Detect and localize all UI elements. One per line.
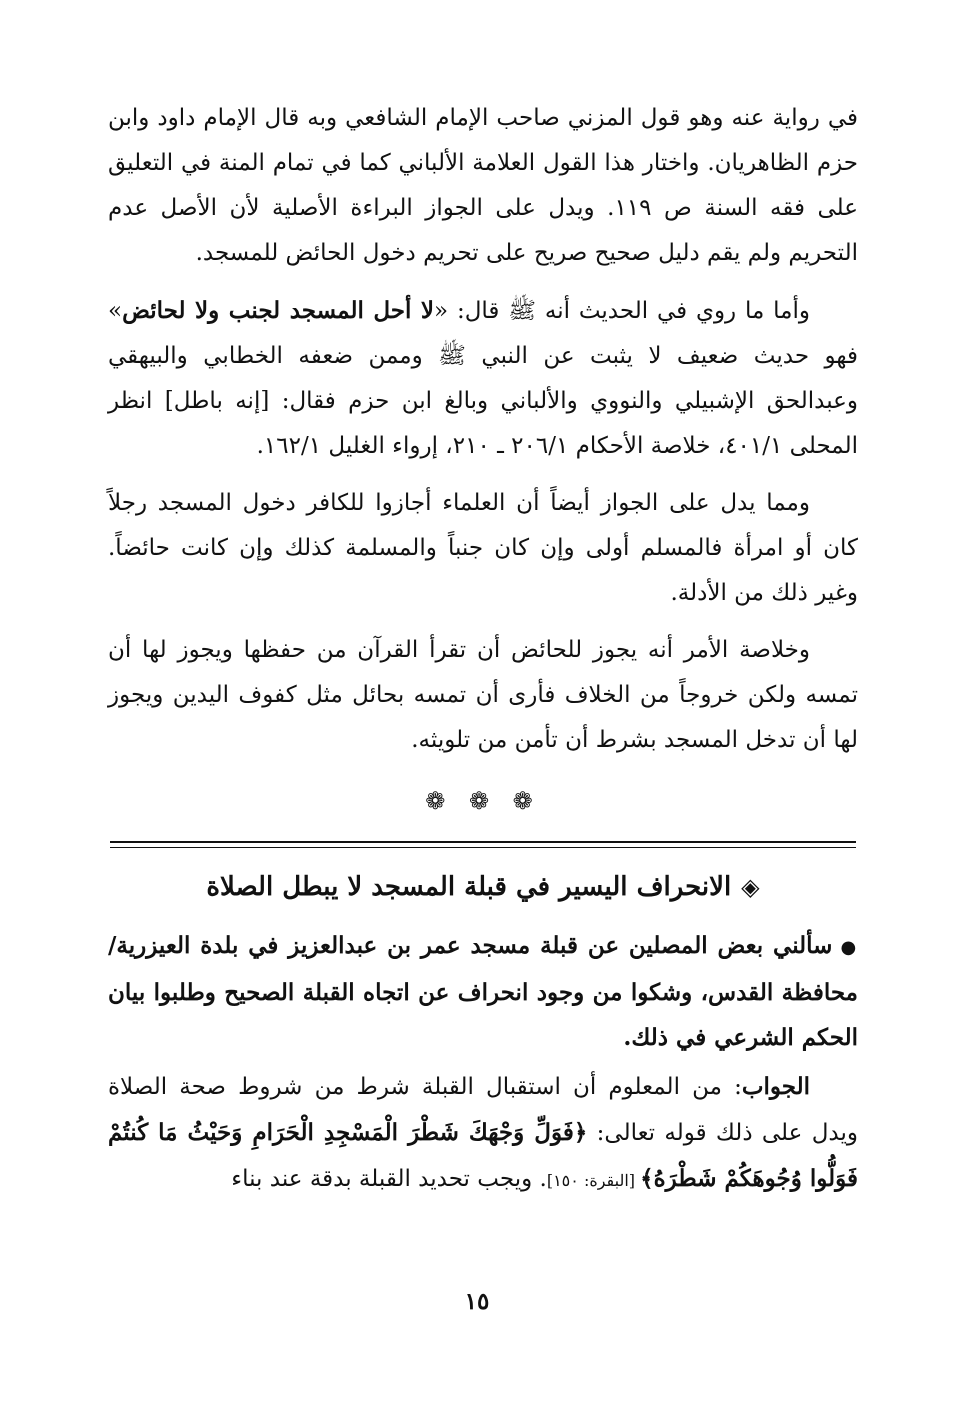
paragraph-2-intro: وأما ما روي في الحديث أنه ﷺ قال: « (434, 298, 810, 324)
page-body (108, 96, 858, 1203)
hadith-quote: لا أحل المسجد لجنب ولا لحائض (122, 297, 435, 324)
rule-line-bottom (110, 847, 856, 848)
verse-reference: [البقرة: ١٥٠] (546, 1171, 641, 1190)
answer-paragraph (108, 1064, 858, 1203)
rule-line-top (110, 841, 856, 843)
answer-label: الجواب (741, 1073, 810, 1100)
double-rule-divider (110, 841, 856, 851)
question-paragraph (108, 923, 858, 1060)
diamond-icon: ◈ (741, 872, 760, 901)
section-heading-text: الانحراف اليسير في قبلة المسجد لا يبطل الصلاة (206, 872, 732, 902)
quran-verse: ﴿فَوَلِّ وَجْهَكَ شَطْرَ الْمَسْجِدِ الْحَرَامِ وَحَيْثُ مَا كُنتُمْ فَوَلُّوا وُجُوهَكُمْ شَطْرَهُ﴾ (108, 1119, 858, 1192)
page-number: ١٥ (464, 1288, 490, 1315)
paragraph-2-rest: » فهو حديث ضعيف لا يثبت عن النبي ﷺ وممن ضعفه الخطابي والبيهقي وعبدالحق الإشبيلي والنووي والألباني وبالغ ابن حزم فقال: [إنه باطل] انظر المحلى ٤٠١/١، خلاصة الأحكام ٢٠٦/١ ـ ٢١٠، إرواء الغليل ١٦٢/١. (108, 298, 858, 459)
question-text: سألني بعض المصلين عن قبلة مسجد عمر بن عبدالعزيز في بلدة العيزرية/ محافظة القدس، وشكوا من وجود انحراف عن اتجاه القبلة الصحيح وطلبوا بيان الحكم الشرعي في ذلك. (108, 932, 858, 1051)
section-separator-ornament: ❁ ❁ ❁ (425, 787, 541, 815)
paragraph-2 (108, 288, 858, 469)
bullet-icon: ● (840, 937, 858, 958)
answer-text-after: . ويجب تحديد القبلة بدقة عند بناء (231, 1166, 547, 1192)
paragraph-1: في رواية عنه وهو قول المزني صاحب الإمام الشافعي وبه قال الإمام داود وابن حزم الظاهريان. واختار هذا القول العلامة الألباني كما في تمام المنة في التعليق على فقه السنة ص ١١٩. ويدل على الجواز البراءة الأصلية لأن الأصل عدم التحريم ولم يقم دليل صحيح صريح على تحريم دخول الحائض للمسجد. (108, 105, 858, 266)
answer-text-before: : من المعلوم أن استقبال القبلة شرط من شروط صحة الصلاة ويدل على ذلك قوله تعالى: (108, 1074, 858, 1146)
section-heading (108, 863, 858, 911)
paragraph-4: وخلاصة الأمر أنه يجوز للحائض أن تقرأ القرآن من حفظها ويجوز لها أن تمسه ولكن خروجاً من الخلاف فأرى أن تمسه بحائل مثل كفوف اليدين ويجوز لها أن تدخل المسجد بشرط أن تأمن من تلويثه. (108, 637, 858, 753)
paragraph-3: ومما يدل على الجواز أيضاً أن العلماء أجازوا للكافر دخول المسجد رجلاً كان أو امرأة فالمسلم أولى وإن كان جنباً والمسلمة كذلك وإن كانت حائضاً. وغير ذلك من الأدلة. (108, 490, 858, 606)
